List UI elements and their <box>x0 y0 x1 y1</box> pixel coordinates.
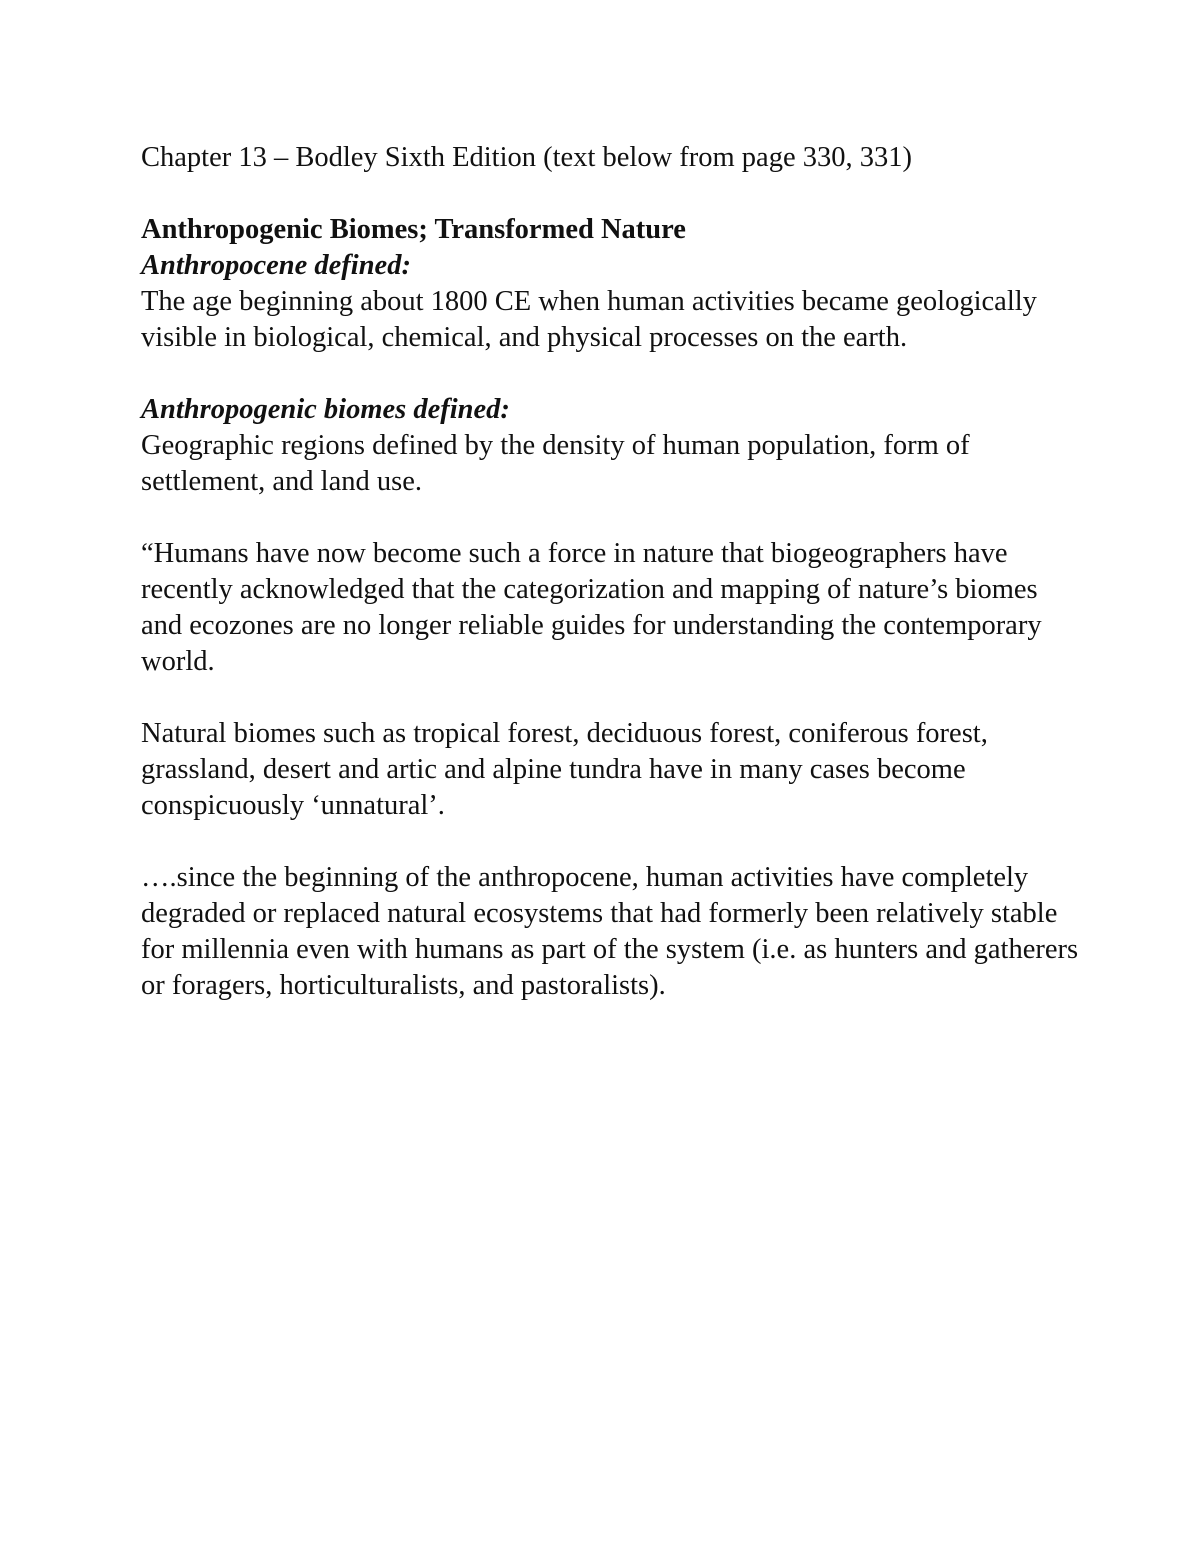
quote-paragraph-3: ….since the beginning of the anthropocene, human activities have completely degraded or replaced natural ecosystems that had formerly been relatively stable for millennia even with humans as part of the system (i.e. as hunters and gatherers or foragers, horticulturalists, and pastoralists). <box>141 862 1079 1001</box>
anthropocene-definition: The age beginning about 1800 CE when human activities became geologically visible in biological, chemical, and physical processes on the earth. <box>141 286 1037 353</box>
document-body <box>141 140 1081 1004</box>
spacer <box>141 824 1081 860</box>
spacer <box>141 680 1081 716</box>
quote-paragraph-2: Natural biomes such as tropical forest, deciduous forest, coniferous forest, grassland, desert and artic and alpine tundra have in many cases become conspicuously ‘unnatural’. <box>141 718 988 821</box>
quote-paragraph-1: “Humans have now become such a force in nature that biogeographers have recently acknowledged that the categorization and mapping of nature’s biomes and ecozones are no longer reliable guides for understanding the contemporary world. <box>141 538 1042 677</box>
spacer <box>141 176 1081 212</box>
anthropogenic-biomes-term: Anthropogenic biomes defined: <box>141 394 510 425</box>
chapter-line: Chapter 13 – Bodley Sixth Edition (text below from page 330, 331) <box>141 142 912 173</box>
spacer <box>141 500 1081 536</box>
anthropogenic-biomes-definition: Geographic regions defined by the density of human population, form of settlement, and land use. <box>141 430 970 497</box>
anthropocene-term: Anthropocene defined: <box>141 250 411 281</box>
section-heading: Anthropogenic Biomes; Transformed Nature <box>141 214 686 245</box>
spacer <box>141 356 1081 392</box>
